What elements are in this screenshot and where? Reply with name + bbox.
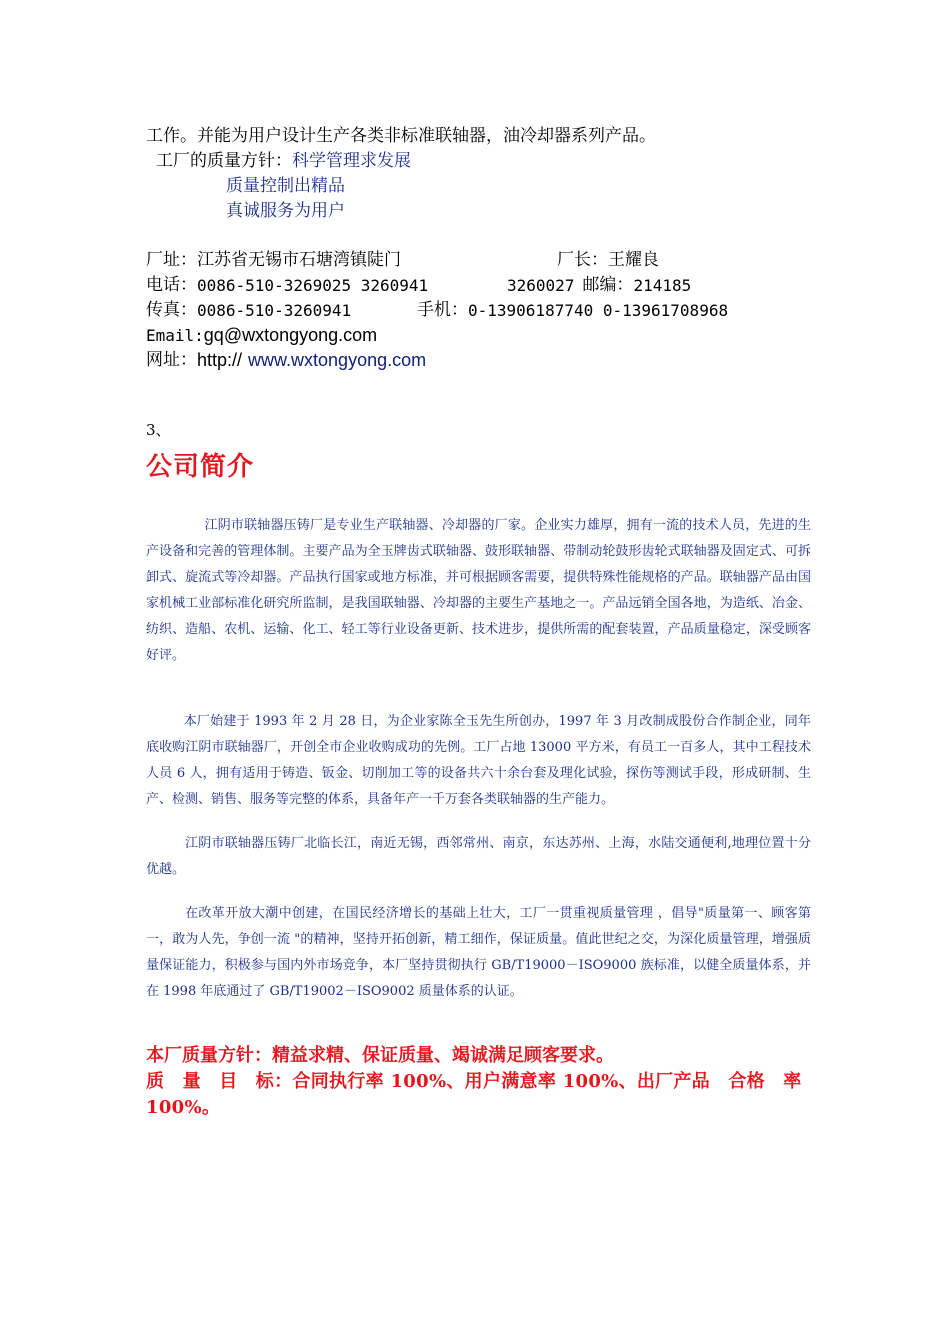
company-intro-paragraph-2: 本厂始建于 1993 年 2 月 28 日，为企业家陈全玉先生所创办，1997 年 3 月改制成股份合作制企业，同年底收购江阴市联轴器厂，开创全市企业收购成功的先例。工厂占地 13000 平方米，有员工一百多人，其中工程技术人员 6 人，拥有适用于铸造、钣金、切削加工等的设备共六十余台套及理化试验，探伤等测试手段，形成研制、生产、检测、销售、服务等完整的体系，具备年产一千万套各类联轴器的生产能力。 [146,714,811,807]
website-link[interactable]: www.wxtongyong.com [248,350,427,370]
factory-policy-line [146,149,811,174]
website-row [146,348,811,373]
email-row [146,323,811,348]
intro-line: 工作。并能为用户设计生产各类非标准联轴器，油冷却器系列产品。 [146,126,656,146]
company-intro-paragraph-4: 在改革开放大潮中创建，在国民经济增长的基础上壮大，工厂一贯重视质量管理 ，倡导"质量第一、顾客第一，敢为人先，争创一流 "的精神，坚持开拓创新，精工细作，保证质量。值此世纪之交，为深化质量管理，增强质量保证能力，积极参与国内外市场竞争，本厂坚持贯彻执行 GB/T19000－ISO9000 族标准，以健全质量体系，并在 1998 年底通过了 GB/T19002－ISO9002 质量体系的认证。 [146,906,811,999]
director-value: 王耀良 [608,250,659,270]
address-value: 江苏省无锡市石塘湾镇陡门 [197,250,401,270]
factory-policy-item-1: 科学管理求发展 [292,151,411,171]
email-label: Email: [146,326,204,345]
mobile-value: 0-13906187740 0-13961708968 [468,301,729,320]
phone-label: 电话： [146,275,197,295]
quality-policy: 本厂质量方针：精益求精、保证质量、竭诚满足顾客要求。 [146,1045,614,1066]
section-title: 公司简介 [146,452,255,482]
director-label: 厂长： [557,250,608,270]
company-intro-paragraph-1: 江阴市联轴器压铸厂是专业生产联轴器、冷却器的厂家。企业实力雄厚，拥有一流的技术人员，先进的生产设备和完善的管理体制。主要产品为全玉牌齿式联轴器、鼓形联轴器、带制动轮鼓形齿轮式联轴器及固定式、可拆卸式、旋流式等冷却器。产品执行国家或地方标准，并可根据顾客需要，提供特殊性能规格的产品。联轴器产品由国家机械工业部标准化研究所监制，是我国联轴器、冷却器的主要生产基地之一。产品远销全国各地，为造纸、冶金、纺织、造船、农机、运输、化工、轻工等行业设备更新、技术进步，提供所需的配套装置，产品质量稳定，深受顾客好评。 [146,518,811,663]
phone2-value: 3260027 [507,276,575,295]
fax-label: 传真： [146,300,197,320]
quality-target: 质 量 目 标：合同执行率 100%、用户满意率 100%、出厂产品 合格 率 100%。 [146,1071,802,1118]
phone-row [146,273,811,298]
fax-value: 0086-510-3260941 [197,301,352,320]
factory-policy-item-3: 真诚服务为用户 [226,201,345,221]
fax-row [146,298,811,323]
website-prefix: http:// [197,350,243,370]
mobile-label: 手机： [417,300,468,320]
section-number: 3、 [146,421,171,439]
address-row [146,248,811,273]
factory-policy-item-2: 质量控制出精品 [226,176,345,196]
phone-value: 0086-510-3269025 3260941 [197,276,429,295]
postcode-value: 214185 [633,276,692,295]
address-label: 厂址： [146,250,197,270]
website-label: 网址： [146,350,197,370]
email-value[interactable]: gq@wxtongyong.com [203,325,378,345]
document-page [146,124,811,1121]
postcode-label: 邮编： [582,275,634,295]
factory-policy-label: 工厂的质量方针： [156,151,292,171]
company-intro-paragraph-3: 江阴市联轴器压铸厂北临长江，南近无锡，西邻常州、南京，东达苏州、上海，水陆交通便利,地理位置十分优越。 [146,836,811,877]
